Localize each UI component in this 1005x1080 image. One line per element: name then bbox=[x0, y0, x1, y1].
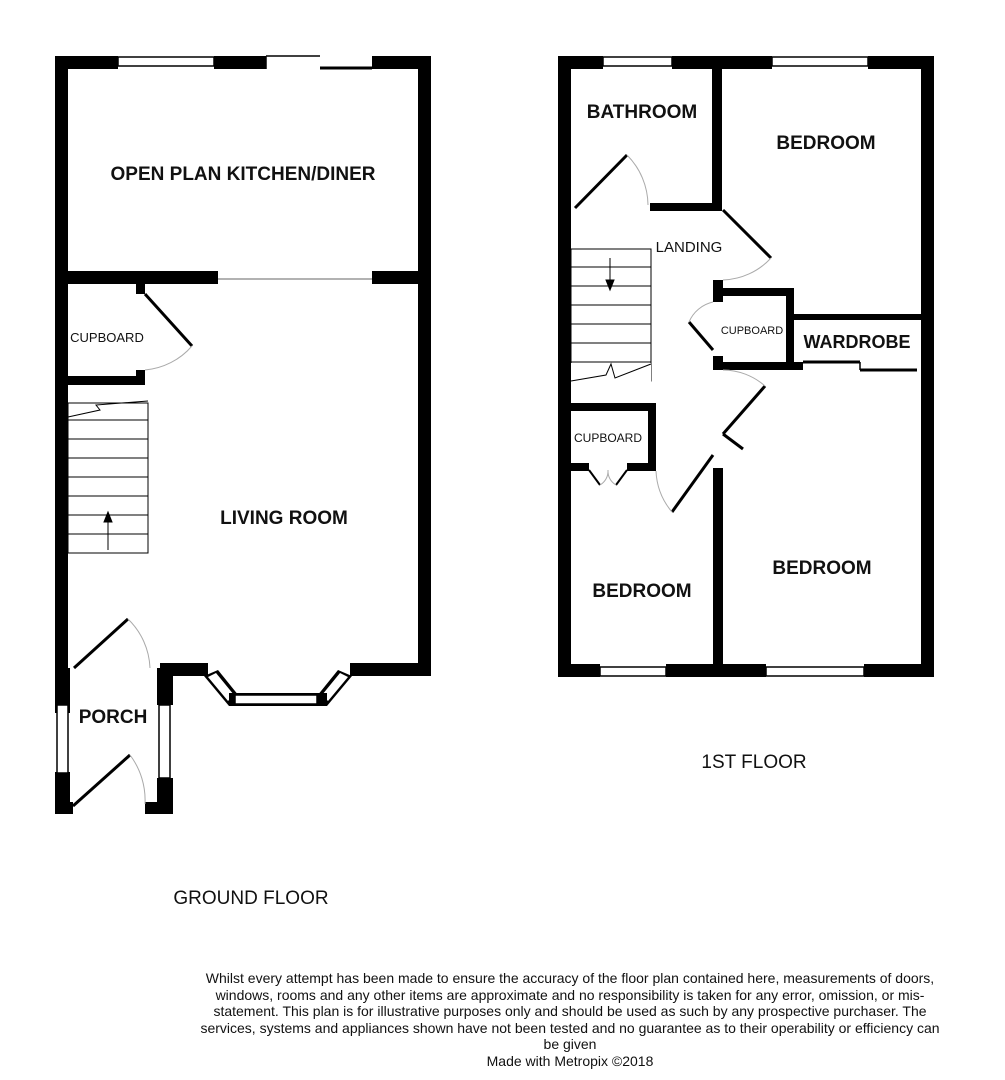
first-floor-stairs bbox=[571, 249, 651, 383]
first-floor-plan bbox=[558, 56, 934, 773]
room-label-landing: LANDING bbox=[655, 239, 723, 256]
ground-floor-plan bbox=[55, 56, 431, 909]
metropix-credit: Made with Metropix ©2018 bbox=[486, 1052, 654, 1069]
wardrobe-doors bbox=[803, 362, 917, 370]
first-floor-title: 1ST FLOOR bbox=[701, 752, 807, 773]
room-label-cupboard: CUPBOARD bbox=[70, 330, 144, 345]
room-label-bathroom: BATHROOM bbox=[586, 102, 698, 123]
room-label-bedroom-main: BEDROOM bbox=[776, 133, 876, 154]
room-label-kitchen: OPEN PLAN KITCHEN/DINER bbox=[110, 164, 376, 185]
room-label-bedroom-small: BEDROOM bbox=[592, 581, 692, 602]
disclaimer-text: Whilst every attempt has been made to ensure the accuracy of the floor plan contained here, measurements of doors, windows, rooms and any other items are approximate and no responsibility is taken for any error, omission, or mis-statement. This plan is for illustrative purposes only and should be used as such by any prospective purchaser. The services, systems and appliances shown have not been tested and no guarantee as to their operability or efficiency can be given bbox=[200, 970, 940, 1052]
room-label-cupboard-mid: CUPBOARD bbox=[720, 325, 784, 337]
ground-floor-title: GROUND FLOOR bbox=[173, 888, 329, 909]
room-label-living-room: LIVING ROOM bbox=[220, 508, 348, 529]
bay-window bbox=[204, 670, 352, 706]
room-label-porch: PORCH bbox=[78, 707, 148, 728]
ground-floor-doors bbox=[73, 294, 192, 806]
room-label-wardrobe: WARDROBE bbox=[803, 332, 911, 352]
disclaimer-block bbox=[195, 970, 945, 1069]
room-label-bedroom-second: BEDROOM bbox=[772, 558, 872, 579]
ground-floor-stairs bbox=[68, 401, 148, 553]
room-label-cupboard-left: CUPBOARD bbox=[573, 431, 643, 445]
